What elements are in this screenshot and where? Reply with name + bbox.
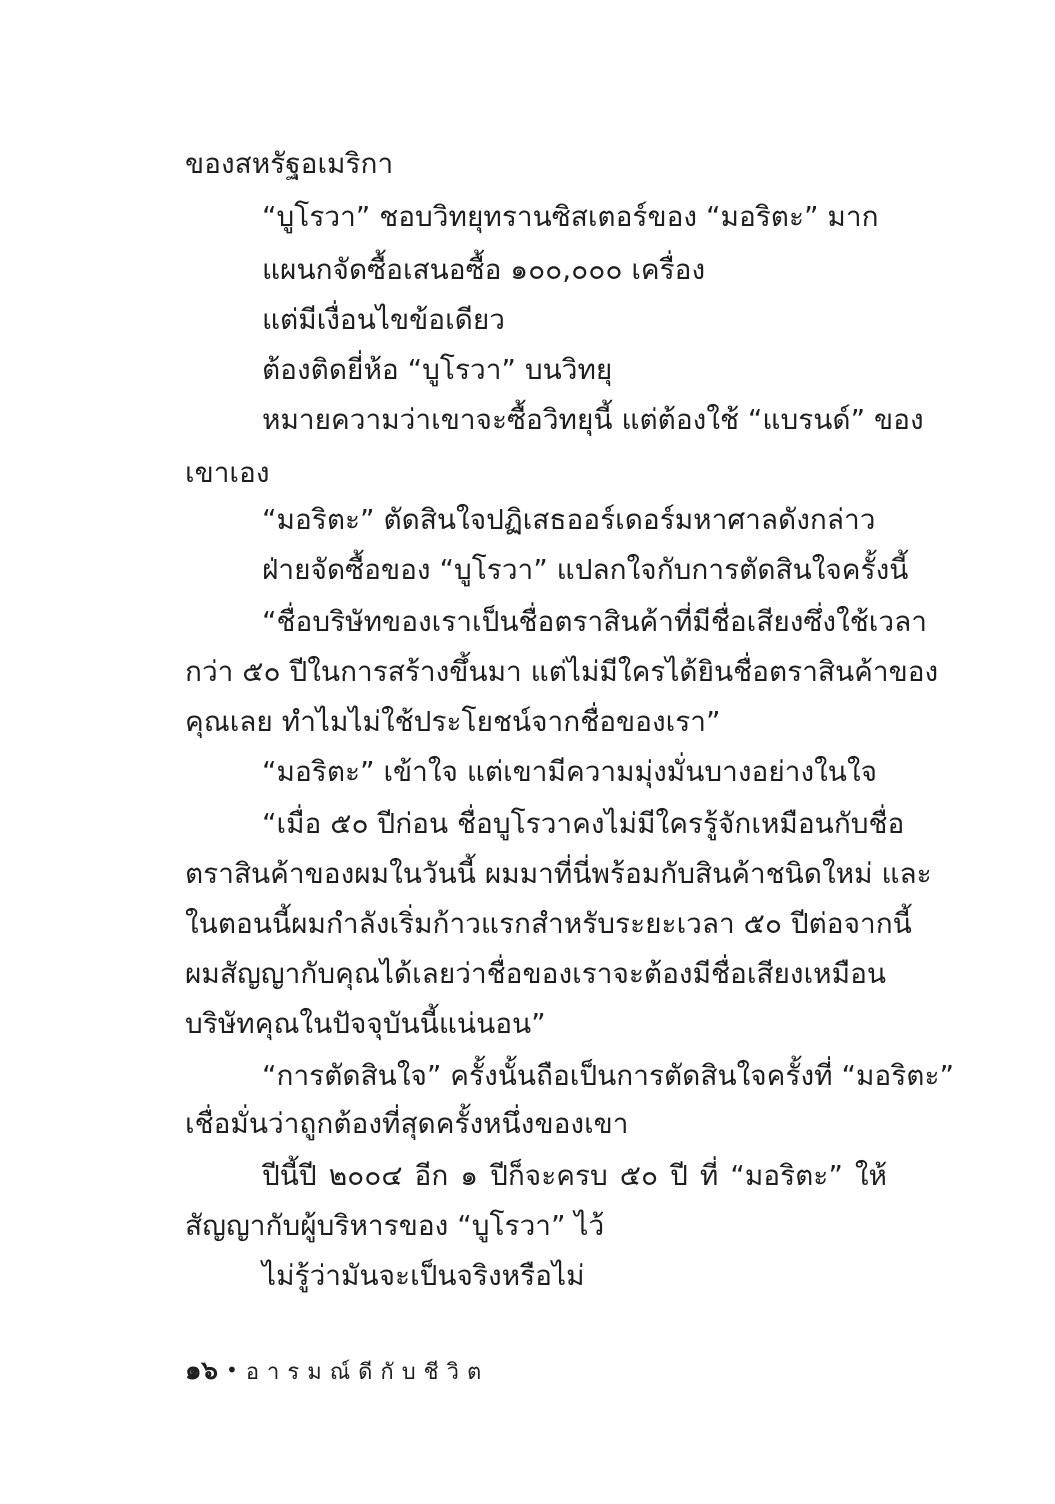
book-title: อารมณ์ดีกับชีวิต bbox=[245, 1360, 490, 1385]
text-line: ตราสินค้าของผมในวันนี้ ผมมาที่นี่พร้อมกับสินค้าชนิดใหม่ และ bbox=[185, 857, 932, 890]
text-line: แผนกจัดซื้อเสนอซื้อ ๑๐๐,๐๐๐ เครื่อง bbox=[262, 253, 706, 286]
page-number: ๑๖ bbox=[185, 1356, 219, 1386]
text-line: ของสหรัฐอเมริกา bbox=[185, 147, 394, 180]
text-line: “การตัดสินใจ” ครั้งนั้นถือเป็นการตัดสินใจครั้งที่ “มอริตะ” bbox=[262, 1059, 955, 1092]
page-footer bbox=[185, 1355, 489, 1388]
bullet-separator: • bbox=[226, 1358, 238, 1382]
text-line: เขาเอง bbox=[185, 456, 270, 489]
text-line: “เมื่อ ๕๐ ปีก่อน ชื่อบูโรวาคงไม่มีใครรู้จักเหมือนกับชื่อ bbox=[262, 807, 905, 840]
text-line: ไม่รู้ว่ามันจะเป็นจริงหรือไม่ bbox=[262, 1259, 585, 1292]
text-line: ฝ่ายจัดซื้อของ “บูโรวา” แปลกใจกับการตัดสินใจครั้งนี้ bbox=[262, 553, 909, 586]
text-line: “มอริตะ” เข้าใจ แต่เขามีความมุ่งมั่นบางอย่างในใจ bbox=[262, 755, 878, 788]
text-line: ในตอนนี้ผมกำลังเริ่มก้าวแรกสำหรับระยะเวลา ๕๐ ปีต่อจากนี้ bbox=[185, 907, 912, 940]
text-line: ต้องติดยี่ห้อ “บูโรวา” บนวิทยุ bbox=[262, 353, 613, 386]
text-line: “ชื่อบริษัทของเราเป็นชื่อตราสินค้าที่มีชื่อเสียงซึ่งใช้เวลา bbox=[262, 605, 927, 638]
text-line: กว่า ๕๐ ปีในการสร้างขึ้นมา แต่ไม่มีใครได้ยินชื่อตราสินค้าของ bbox=[185, 655, 939, 688]
text-line: “บูโรวา” ชอบวิทยุทรานซิสเตอร์ของ “มอริตะ” มาก bbox=[262, 200, 879, 233]
text-line: คุณเลย ทำไมไม่ใช้ประโยชน์จากชื่อของเรา” bbox=[185, 705, 721, 738]
text-line: แต่มีเงื่อนไขข้อเดียว bbox=[262, 303, 505, 336]
text-line: “มอริตะ” ตัดสินใจปฏิเสธออร์เดอร์มหาศาลดังกล่าว bbox=[262, 503, 876, 536]
text-line: สัญญากับผู้บริหารของ “บูโรวา” ไว้ bbox=[185, 1209, 605, 1242]
text-line: เชื่อมั่นว่าถูกต้องที่สุดครั้งหนึ่งของเขา bbox=[185, 1107, 629, 1140]
text-line: ปีนี้ปี ๒๐๐๔ อีก ๑ ปีก็จะครบ ๕๐ ปี ที่ “มอริตะ” ให้ bbox=[262, 1159, 887, 1192]
text-line: บริษัทคุณในปัจจุบันนี้แน่นอน” bbox=[185, 1007, 546, 1040]
text-line: หมายความว่าเขาจะซื้อวิทยุนี้ แต่ต้องใช้ “แบรนด์” ของ bbox=[262, 403, 924, 436]
text-line: ผมสัญญากับคุณได้เลยว่าชื่อของเราจะต้องมีชื่อเสียงเหมือน bbox=[185, 957, 887, 990]
